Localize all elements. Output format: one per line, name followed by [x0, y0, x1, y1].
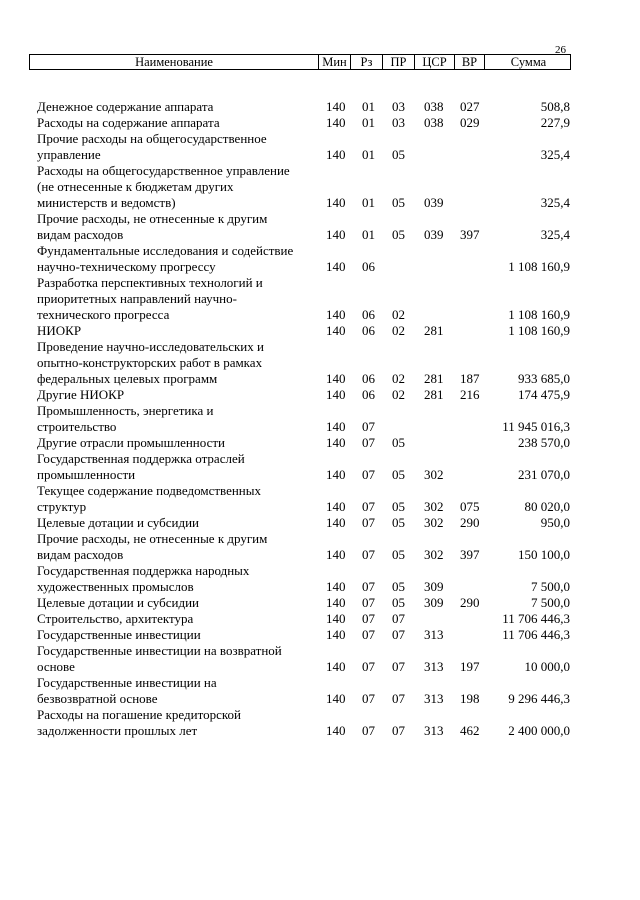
table-row [0, 275, 640, 323]
cell-csr: 281 [424, 323, 444, 338]
cell-sum: 325,4 [540, 195, 570, 210]
cell-min: 140 [326, 579, 346, 594]
cell-csr: 302 [424, 467, 444, 482]
row-name-line: строительство [37, 419, 117, 434]
cell-pr: 07 [392, 659, 405, 674]
cell-sum: 227,9 [540, 115, 570, 130]
cell-pr: 02 [392, 387, 405, 402]
cell-pr: 05 [392, 147, 405, 162]
row-name-line: Расходы на погашение кредиторской [37, 707, 241, 722]
row-name-line: Расходы на содержание аппарата [37, 115, 220, 130]
cell-min: 140 [326, 147, 346, 162]
row-name-line: Государственные инвестиции на [37, 675, 217, 690]
table-header [29, 54, 571, 70]
row-name [37, 243, 319, 275]
row-name-line: управление [37, 147, 101, 162]
cell-sum: 231 070,0 [518, 467, 570, 482]
cell-vr: 197 [460, 659, 480, 674]
cell-vr: 187 [460, 371, 480, 386]
row-name-line: Другие отрасли промышленности [37, 435, 225, 450]
cell-pr: 02 [392, 371, 405, 386]
row-name-line: Проведение научно-исследовательских и [37, 339, 264, 354]
cell-min: 140 [326, 499, 346, 514]
cell-sum: 9 296 446,3 [508, 691, 570, 706]
row-name-line: структур [37, 499, 87, 514]
cell-sum: 80 020,0 [524, 499, 570, 514]
cell-csr: 038 [424, 99, 444, 114]
cell-vr: 216 [460, 387, 480, 402]
cell-pr: 07 [392, 691, 405, 706]
cell-csr: 309 [424, 579, 444, 594]
row-name [37, 627, 319, 643]
cell-sum: 933 685,0 [518, 371, 570, 386]
cell-rz: 06 [362, 387, 375, 402]
cell-sum: 11 706 446,3 [502, 627, 570, 642]
cell-vr: 198 [460, 691, 480, 706]
cell-rz: 01 [362, 99, 375, 114]
cell-rz: 07 [362, 659, 375, 674]
cell-pr: 07 [392, 611, 405, 626]
row-name-line: промышленности [37, 467, 136, 482]
table-row [0, 563, 640, 595]
table-row [0, 643, 640, 675]
cell-min: 140 [326, 691, 346, 706]
table-row [0, 483, 640, 515]
table-row [0, 451, 640, 483]
cell-sum: 238 570,0 [518, 435, 570, 450]
row-name-line: основе [37, 659, 75, 674]
cell-rz: 07 [362, 691, 375, 706]
cell-pr: 03 [392, 99, 405, 114]
cell-min: 140 [326, 371, 346, 386]
row-name [37, 323, 319, 339]
cell-sum: 11 706 446,3 [502, 611, 570, 626]
cell-rz: 06 [362, 371, 375, 386]
cell-pr: 05 [392, 435, 405, 450]
table-row [0, 387, 640, 403]
cell-csr: 038 [424, 115, 444, 130]
cell-min: 140 [326, 195, 346, 210]
cell-pr: 05 [392, 499, 405, 514]
row-name [37, 131, 319, 163]
cell-rz: 07 [362, 467, 375, 482]
cell-sum: 150 100,0 [518, 547, 570, 562]
cell-csr: 039 [424, 227, 444, 242]
cell-min: 140 [326, 115, 346, 130]
table-row [0, 531, 640, 563]
cell-pr: 05 [392, 595, 405, 610]
cell-sum: 950,0 [540, 515, 570, 530]
row-name-line: Целевые дотации и субсидии [37, 515, 199, 530]
cell-min: 140 [326, 307, 346, 322]
cell-vr: 397 [460, 547, 480, 562]
header-sum: Сумма [510, 55, 547, 69]
row-name [37, 675, 319, 707]
row-name-line: видам расходов [37, 547, 124, 562]
row-name-line: Разработка перспективных технологий и [37, 275, 263, 290]
cell-pr: 07 [392, 723, 405, 738]
table-row [0, 435, 640, 451]
cell-pr: 05 [392, 515, 405, 530]
cell-rz: 07 [362, 515, 375, 530]
table-body [0, 99, 640, 739]
cell-sum: 11 945 016,3 [502, 419, 570, 434]
row-name-line: федеральных целевых программ [37, 371, 218, 386]
row-name-line: Денежное содержание аппарата [37, 99, 214, 114]
cell-rz: 07 [362, 435, 375, 450]
cell-min: 140 [326, 435, 346, 450]
table-row [0, 339, 640, 387]
row-name-line: Прочие расходы, не отнесенные к другим [37, 211, 268, 226]
row-name [37, 211, 319, 243]
cell-csr: 313 [424, 659, 444, 674]
cell-csr: 313 [424, 723, 444, 738]
cell-sum: 7 500,0 [531, 579, 570, 594]
row-name-line: задолженности прошлых лет [37, 723, 198, 738]
cell-pr: 05 [392, 195, 405, 210]
table-row [0, 243, 640, 275]
table-row [0, 99, 640, 115]
row-name-line: Фундаментальные исследования и содействие [37, 243, 294, 258]
row-name-line: Строительство, архитектура [37, 611, 194, 626]
row-name [37, 707, 319, 739]
table-row [0, 163, 640, 211]
row-name-line: Государственные инвестиции [37, 627, 201, 642]
cell-pr: 05 [392, 467, 405, 482]
cell-sum: 325,4 [540, 147, 570, 162]
cell-min: 140 [326, 627, 346, 642]
cell-min: 140 [326, 387, 346, 402]
row-name [37, 595, 319, 611]
cell-rz: 07 [362, 723, 375, 738]
cell-vr: 075 [460, 499, 480, 514]
row-name-line: (не отнесенные к бюджетам других [37, 179, 234, 194]
cell-csr: 302 [424, 515, 444, 530]
cell-rz: 07 [362, 419, 375, 434]
cell-min: 140 [326, 419, 346, 434]
row-name [37, 115, 319, 131]
row-name [37, 611, 319, 627]
row-name-line: Государственные инвестиции на возвратной [37, 643, 282, 658]
cell-pr: 02 [392, 323, 405, 338]
cell-rz: 07 [362, 579, 375, 594]
cell-csr: 309 [424, 595, 444, 610]
cell-rz: 01 [362, 227, 375, 242]
row-name-line: Прочие расходы на общегосударственное [37, 131, 267, 146]
row-name-line: Государственная поддержка народных [37, 563, 250, 578]
row-name [37, 163, 319, 211]
cell-csr: 313 [424, 627, 444, 642]
row-name-line: Целевые дотации и субсидии [37, 595, 199, 610]
cell-pr: 05 [392, 227, 405, 242]
cell-pr: 02 [392, 307, 405, 322]
row-name [37, 99, 319, 115]
table-row [0, 403, 640, 435]
cell-pr: 07 [392, 627, 405, 642]
cell-min: 140 [326, 659, 346, 674]
cell-csr: 313 [424, 691, 444, 706]
cell-sum: 1 108 160,9 [508, 323, 570, 338]
row-name [37, 435, 319, 451]
header-pr: ПР [383, 55, 415, 69]
page-number: 26 [555, 44, 566, 56]
cell-sum: 325,4 [540, 227, 570, 242]
cell-pr: 05 [392, 547, 405, 562]
row-name-line: Текущее содержание подведомственных [37, 483, 261, 498]
row-name-line: опытно-конструкторских работ в рамках [37, 355, 263, 370]
cell-min: 140 [326, 595, 346, 610]
table-row [0, 115, 640, 131]
cell-csr: 302 [424, 499, 444, 514]
row-name-line: научно-техническому прогрессу [37, 259, 216, 274]
table-row [0, 627, 640, 643]
cell-pr: 05 [392, 579, 405, 594]
cell-csr: 302 [424, 547, 444, 562]
cell-csr: 039 [424, 195, 444, 210]
cell-rz: 06 [362, 323, 375, 338]
row-name-line: НИОКР [37, 323, 82, 338]
cell-rz: 01 [362, 195, 375, 210]
cell-csr: 281 [424, 387, 444, 402]
row-name [37, 403, 319, 435]
table-row [0, 675, 640, 707]
cell-vr: 029 [460, 115, 480, 130]
header-name: Наименование [30, 55, 319, 69]
cell-vr: 462 [460, 723, 480, 738]
cell-rz: 07 [362, 611, 375, 626]
cell-sum: 2 400 000,0 [508, 723, 570, 738]
table-row [0, 707, 640, 739]
table-row [0, 595, 640, 611]
cell-rz: 01 [362, 147, 375, 162]
row-name-line: Промышленность, энергетика и [37, 403, 214, 418]
header-rz: Рз [351, 55, 383, 69]
row-name-line: Другие НИОКР [37, 387, 125, 402]
row-name [37, 531, 319, 563]
row-name-line: Государственная поддержка отраслей [37, 451, 245, 466]
cell-vr: 397 [460, 227, 480, 242]
cell-rz: 07 [362, 627, 375, 642]
table-row [0, 515, 640, 531]
row-name [37, 483, 319, 515]
row-name-line: Расходы на общегосударственное управление [37, 163, 290, 178]
cell-rz: 06 [362, 307, 375, 322]
cell-vr: 290 [460, 595, 480, 610]
cell-min: 140 [326, 723, 346, 738]
cell-rz: 07 [362, 595, 375, 610]
cell-vr: 027 [460, 99, 480, 114]
row-name-line: Прочие расходы, не отнесенные к другим [37, 531, 268, 546]
row-name-line: художественных промыслов [37, 579, 194, 594]
cell-min: 140 [326, 99, 346, 114]
cell-sum: 508,8 [540, 99, 570, 114]
cell-sum: 10 000,0 [524, 659, 570, 674]
cell-csr: 281 [424, 371, 444, 386]
cell-rz: 07 [362, 547, 375, 562]
header-csr: ЦСР [415, 55, 455, 69]
row-name [37, 387, 319, 403]
table-row [0, 323, 640, 339]
row-name [37, 451, 319, 483]
row-name [37, 339, 319, 387]
cell-pr: 03 [392, 115, 405, 130]
cell-sum: 1 108 160,9 [508, 259, 570, 274]
cell-min: 140 [326, 515, 346, 530]
cell-min: 140 [326, 467, 346, 482]
row-name-line: видам расходов [37, 227, 124, 242]
header-min: Мин [319, 55, 351, 69]
row-name-line: безвозвратной основе [37, 691, 158, 706]
cell-rz: 07 [362, 499, 375, 514]
cell-vr: 290 [460, 515, 480, 530]
row-name [37, 643, 319, 675]
cell-min: 140 [326, 611, 346, 626]
row-name-line: технического прогресса [37, 307, 170, 322]
row-name-line: приоритетных направлений научно- [37, 291, 237, 306]
header-vr: ВР [455, 55, 485, 69]
table-row [0, 611, 640, 627]
cell-rz: 06 [362, 259, 375, 274]
cell-rz: 01 [362, 115, 375, 130]
cell-sum: 7 500,0 [531, 595, 570, 610]
row-name-line: министерств и ведомств) [37, 195, 176, 210]
cell-min: 140 [326, 259, 346, 274]
cell-min: 140 [326, 323, 346, 338]
cell-min: 140 [326, 547, 346, 562]
cell-sum: 174 475,9 [518, 387, 570, 402]
table-row [0, 211, 640, 243]
cell-min: 140 [326, 227, 346, 242]
cell-sum: 1 108 160,9 [508, 307, 570, 322]
table-row [0, 131, 640, 163]
row-name [37, 515, 319, 531]
row-name [37, 275, 319, 323]
row-name [37, 563, 319, 595]
